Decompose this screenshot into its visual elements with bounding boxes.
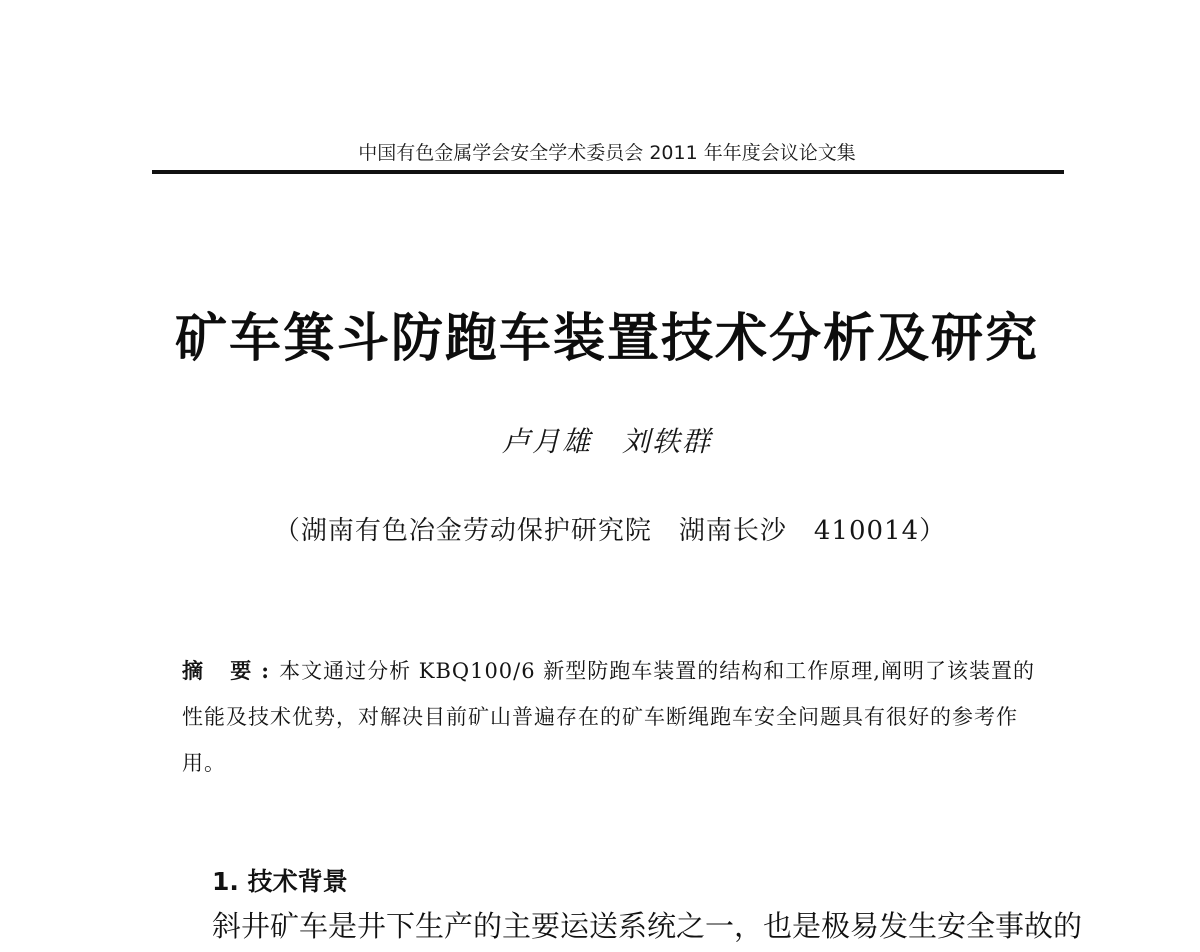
paper-title: 矿车箕斗防跑车装置技术分析及研究 xyxy=(174,309,1039,369)
abstract-label: 摘 要: xyxy=(182,658,280,683)
section-heading: 1. 技术背景 xyxy=(212,867,348,896)
authors: 卢月雄 刘轶群 xyxy=(501,425,712,458)
running-header: 中国有色金属学会安全学术委员会 2011 年年度会议论文集 xyxy=(358,142,856,164)
affiliation: （湖南有色冶金劳动保护研究院 湖南长沙 410014） xyxy=(273,516,947,546)
body-paragraph: 斜井矿车是井下生产的主要运送系统之一，也是极易发生安全事故的 xyxy=(212,909,1083,943)
abstract-text: 本文通过分析 KBQ100/6 新型防跑车装置的结构和工作原理,阐明了该装置的性能及技术优势，对解决目前矿山普遍存在的矿车断绳跑车安全问题具有很好的参考作用。 xyxy=(182,659,1035,775)
header-rule xyxy=(152,170,1064,174)
abstract xyxy=(182,648,1052,786)
